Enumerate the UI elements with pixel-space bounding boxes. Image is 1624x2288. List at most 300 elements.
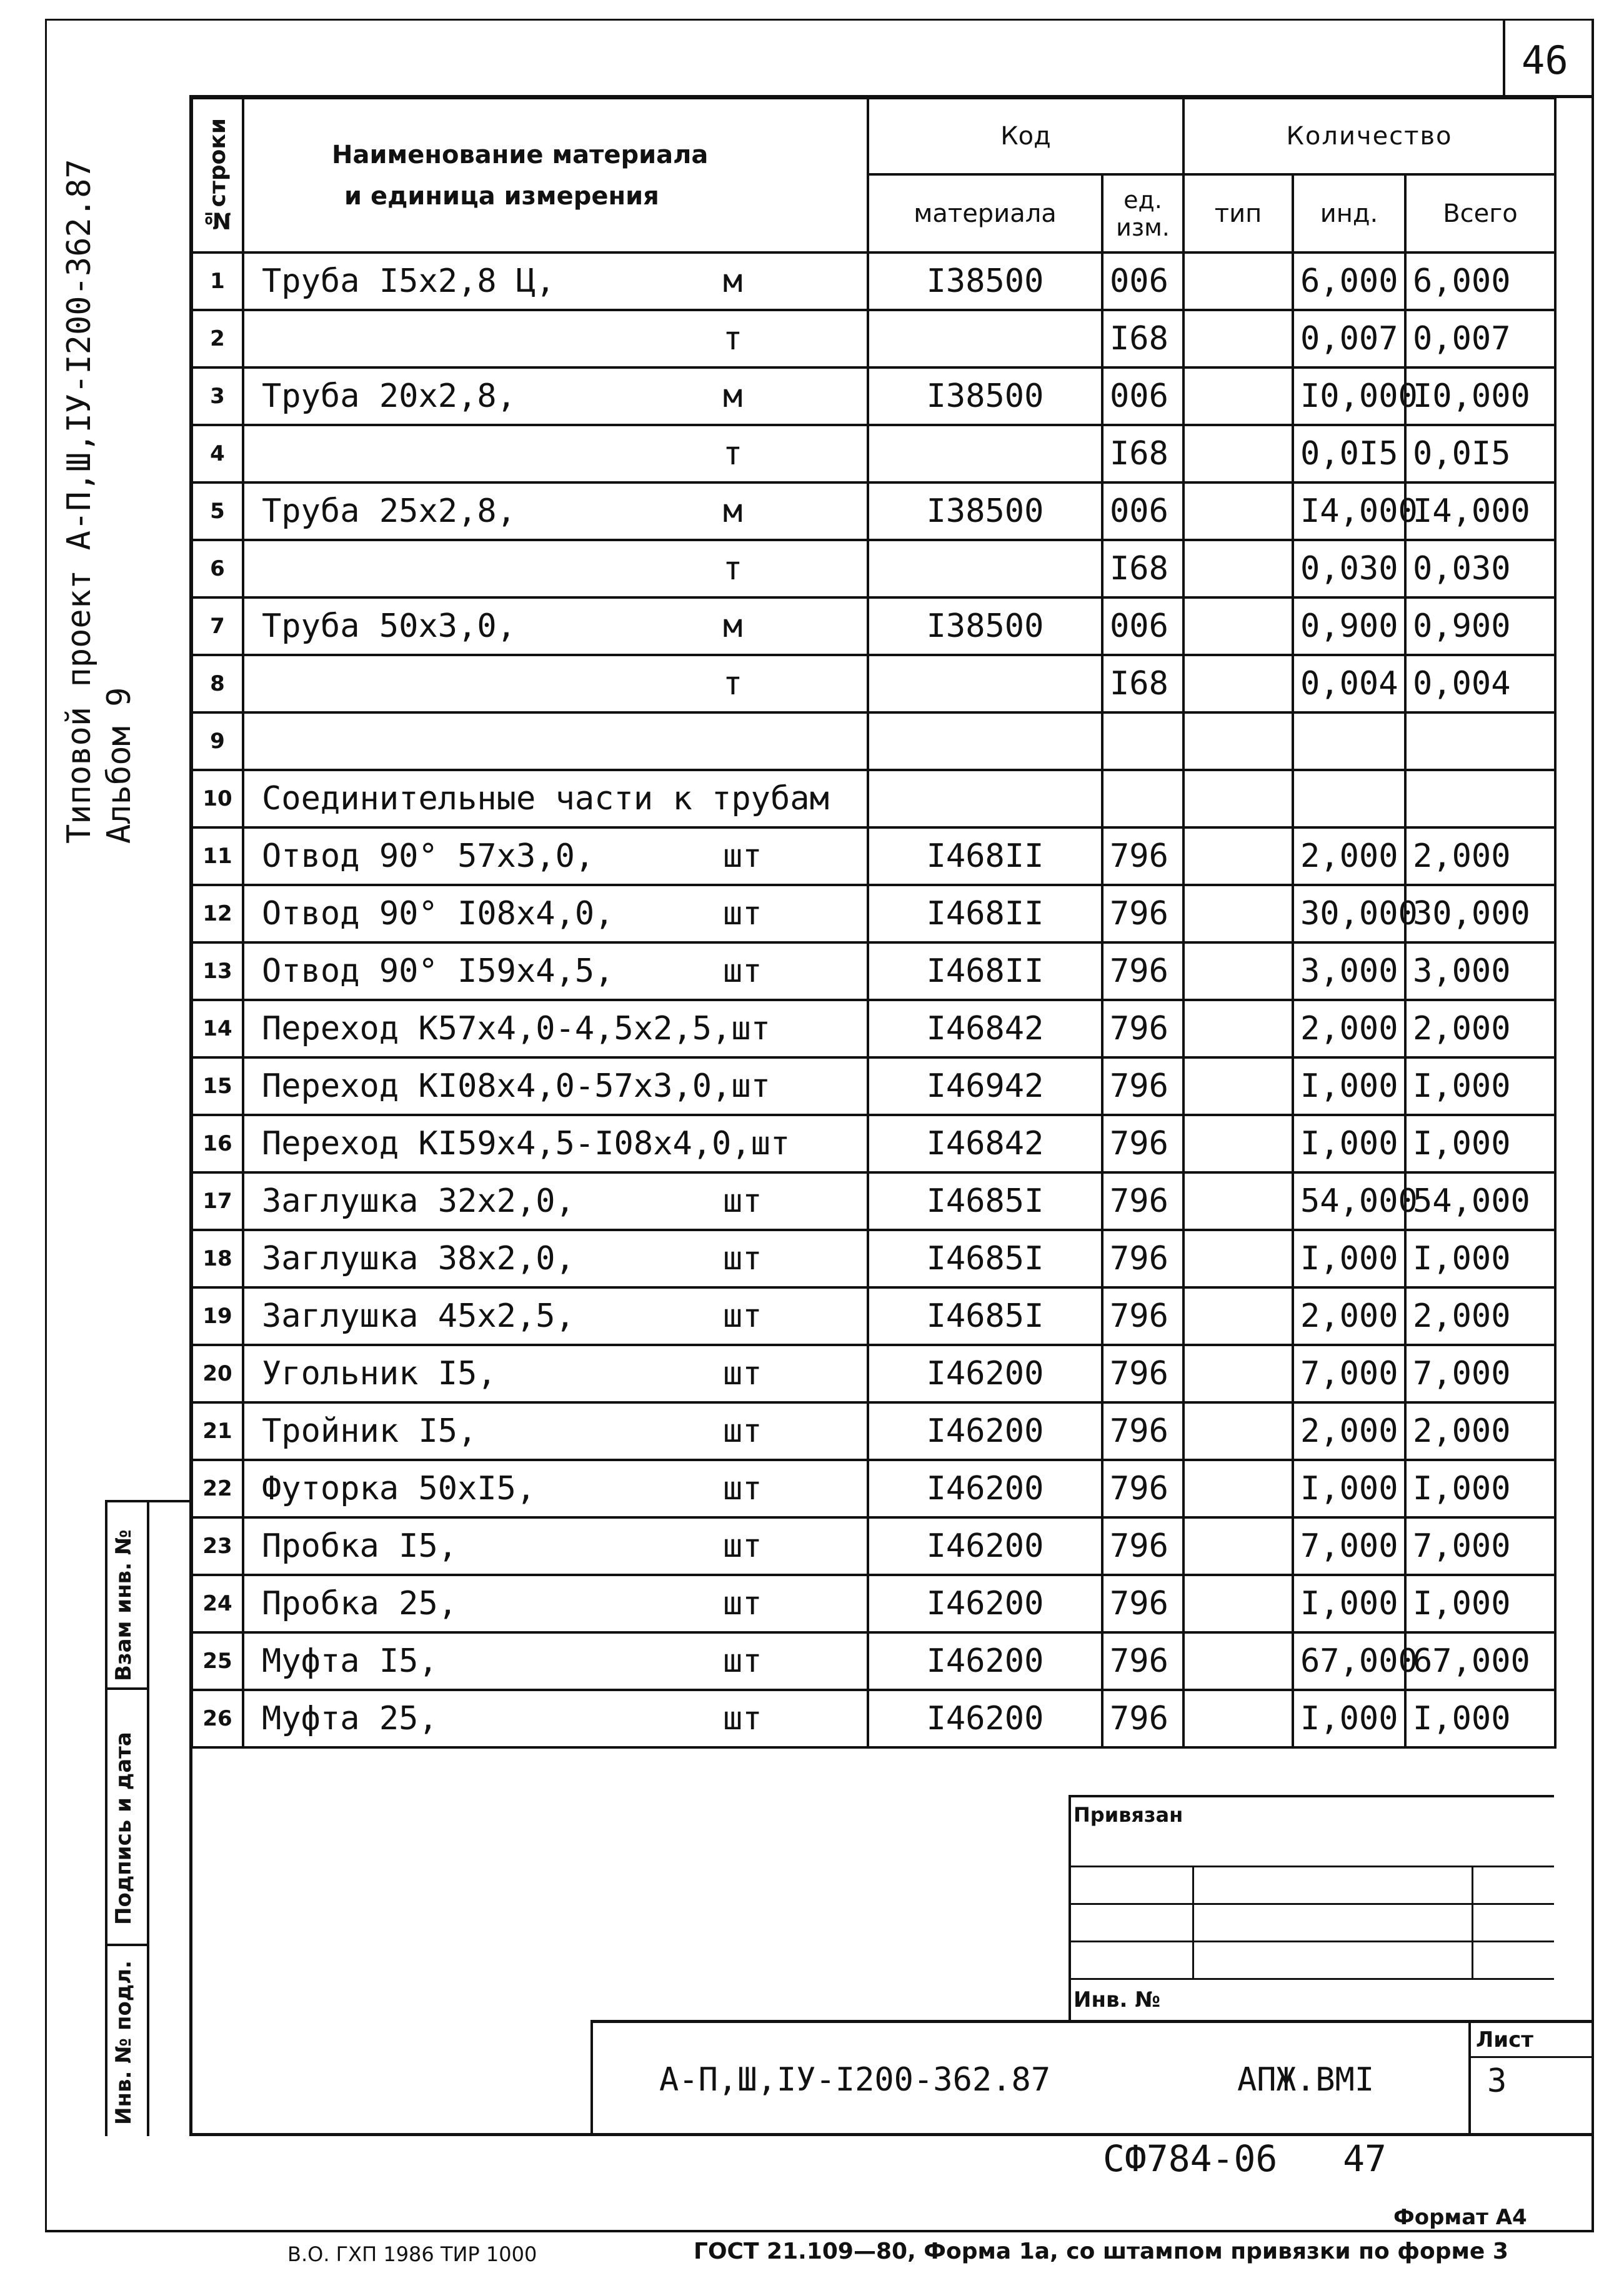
row-unit: шт [731,1067,770,1105]
table-row [192,827,1555,885]
row-name-text: Переход К57х4,0-4,5х2,5, [262,1010,732,1047]
row-unit: шт [723,1700,762,1737]
row-unit: шт [723,1642,762,1680]
row-code: I468II [868,942,1102,1000]
side-stamp-div1 [105,1687,149,1690]
row-qty-ind: I,000 [1293,1575,1405,1632]
row-number: 5 [192,482,243,540]
row-unit: т [723,435,743,472]
row-code [868,310,1102,367]
row-name [243,367,868,425]
row-name [243,1172,868,1230]
row-qty-total [1405,770,1555,827]
row-unit: шт [723,895,762,932]
row-name [243,597,868,655]
row-code: I46200 [868,1402,1102,1460]
row-code: I4685I [868,1287,1102,1345]
stamp-line-1 [1069,1866,1554,1867]
row-qty-total: 0,007 [1405,310,1555,367]
row-qty-ind: I,000 [1293,1460,1405,1517]
row-qty-total: 2,000 [1405,827,1555,885]
row-qty-total: 0,0I5 [1405,425,1555,482]
row-unit-code: 796 [1102,1632,1183,1690]
row-qty-type [1183,1000,1293,1057]
row-qty-type [1183,885,1293,942]
row-qty-ind: I,000 [1293,1230,1405,1287]
side-stamp-right [147,1500,149,2136]
stamp-list-left [1468,2020,1471,2136]
frame-bottom [45,2230,1594,2232]
row-unit-code [1102,770,1183,827]
row-qty-total: 7,000 [1405,1517,1555,1575]
stamp-doc-code: А-П,Ш,IУ-I200-362.87 [659,2061,1051,2099]
row-unit: т [723,550,743,587]
row-qty-ind: 54,000 [1293,1172,1405,1230]
row-unit-code: 006 [1102,482,1183,540]
row-qty-type [1183,942,1293,1000]
row-unit-code: I68 [1102,425,1183,482]
row-name [243,1287,868,1345]
row-qty-total: 54,000 [1405,1172,1555,1230]
row-unit-code: 796 [1102,1690,1183,1747]
row-name [243,1690,868,1747]
row-qty-type [1183,1517,1293,1575]
row-qty-ind [1293,770,1405,827]
row-unit-code: I68 [1102,540,1183,597]
row-name [243,1402,868,1460]
row-name-text: Труба 25х2,8, [262,492,516,530]
row-code: I4685I [868,1172,1102,1230]
row-unit-code: 796 [1102,1000,1183,1057]
row-unit: м [723,262,743,300]
row-code: I46200 [868,1517,1102,1575]
stamp-line-2 [1069,1903,1554,1905]
row-unit: шт [723,1182,762,1220]
row-code: I38500 [868,252,1102,310]
row-qty-ind [1293,712,1405,770]
row-unit: шт [723,1355,762,1392]
header-qty-total: Всего [1405,174,1555,252]
page-number: 46 [1522,37,1568,83]
stamp-line-4 [1069,1978,1554,1980]
table-row [192,1230,1555,1287]
row-qty-type [1183,425,1293,482]
row-qty-ind: I,000 [1293,1690,1405,1747]
table-row [192,367,1555,425]
row-name [243,1575,868,1632]
table-row [192,425,1555,482]
row-name-text: Труба I5х2,8 Ц, [262,262,555,300]
table-row [192,942,1555,1000]
row-name-text: Муфта 25, [262,1700,438,1737]
row-name [243,252,868,310]
row-qty-ind: 30,000 [1293,885,1405,942]
table-row [192,885,1555,942]
table-row [192,597,1555,655]
row-name-text: Труба 50х3,0, [262,607,516,645]
row-unit: шт [723,1240,762,1277]
row-qty-total: 67,000 [1405,1632,1555,1690]
row-unit: т [723,665,743,702]
row-unit-code: 796 [1102,885,1183,942]
row-code [868,712,1102,770]
row-qty-total: I,000 [1405,1460,1555,1517]
row-code: I38500 [868,597,1102,655]
row-number: 24 [192,1575,243,1632]
row-unit: шт [750,1125,790,1162]
row-qty-total: 6,000 [1405,252,1555,310]
table-row [192,1517,1555,1575]
stamp-title-left [590,2020,593,2136]
row-qty-type [1183,1632,1293,1690]
row-unit-code: 796 [1102,1172,1183,1230]
row-name-text: Соединительные части к трубам [262,780,829,817]
row-number: 17 [192,1172,243,1230]
row-name [243,942,868,1000]
row-number: 7 [192,597,243,655]
row-unit-code: 796 [1102,1115,1183,1172]
row-qty-total: 2,000 [1405,1287,1555,1345]
row-name [243,1115,868,1172]
row-qty-ind: 2,000 [1293,1402,1405,1460]
row-code: I46200 [868,1575,1102,1632]
row-unit-code: 796 [1102,1575,1183,1632]
materials-table [191,97,1557,1749]
stamp-privyazan-top [1069,1795,1554,1797]
row-qty-type [1183,1690,1293,1747]
table-row [192,1690,1555,1747]
row-qty-type [1183,482,1293,540]
row-qty-type [1183,1230,1293,1287]
row-number: 18 [192,1230,243,1287]
row-number: 21 [192,1402,243,1460]
row-unit: шт [723,1470,762,1507]
row-qty-ind: 0,900 [1293,597,1405,655]
table-row [192,310,1555,367]
row-name [243,1000,868,1057]
row-number: 14 [192,1000,243,1057]
row-qty-ind: 7,000 [1293,1345,1405,1402]
stamp-privyazan: Привязан [1074,1803,1183,1827]
row-unit-code: 796 [1102,1230,1183,1287]
row-qty-total: 0,004 [1405,655,1555,712]
row-name [243,540,868,597]
stamp-vert-1 [1192,1866,1194,1978]
row-qty-type [1183,1057,1293,1115]
header-row-num [192,98,243,252]
row-qty-total: 7,000 [1405,1345,1555,1402]
row-unit-code [1102,712,1183,770]
row-code: I46200 [868,1632,1102,1690]
row-name-text: Тройник I5, [262,1412,477,1450]
row-qty-total: 2,000 [1405,1000,1555,1057]
row-code: I38500 [868,482,1102,540]
row-code [868,425,1102,482]
row-code: I468II [868,827,1102,885]
row-qty-ind: 2,000 [1293,1000,1405,1057]
row-code: I4685I [868,1230,1102,1287]
stamp-privyazan-left [1069,1795,1071,2020]
table-row [192,1575,1555,1632]
header-name [243,98,868,252]
row-qty-type [1183,1345,1293,1402]
side-stamp-div2 [105,1944,149,1946]
table-row [192,1172,1555,1230]
page-number-box-left [1503,19,1505,97]
row-unit-code: 796 [1102,827,1183,885]
header-name-line1: Наименование материала [332,140,709,169]
handwritten-code: СФ784-06 47 [1103,2137,1387,2180]
row-name-text: Отвод 90° I08х4,0, [262,895,614,932]
row-qty-ind: 0,0I5 [1293,425,1405,482]
row-unit-code: 796 [1102,1517,1183,1575]
row-name [243,1230,868,1287]
header-code-material: материала [868,174,1102,252]
row-qty-type [1183,597,1293,655]
footer-left: В.О. ГХП 1986 ТИР 1000 [287,2242,537,2266]
header-qty-type: тип [1183,174,1293,252]
row-qty-total: I,000 [1405,1690,1555,1747]
table-row [192,1000,1555,1057]
row-code [868,655,1102,712]
header-code: Код [868,98,1183,174]
row-unit-code: 796 [1102,1402,1183,1460]
row-name-text: Угольник I5, [262,1355,497,1392]
row-qty-ind: 67,000 [1293,1632,1405,1690]
row-name [243,655,868,712]
row-number: 3 [192,367,243,425]
row-number: 4 [192,425,243,482]
row-number: 12 [192,885,243,942]
row-number: 9 [192,712,243,770]
header-row-num-label: №строки [204,117,231,233]
table-body [192,252,1555,1747]
stamp-line-3 [1069,1941,1554,1942]
header-qty: Количество [1183,98,1555,174]
row-unit: шт [723,1585,762,1622]
row-name [243,482,868,540]
stamp-vert-2 [1472,1866,1473,1978]
row-unit: шт [723,837,762,875]
side-stamp-inv-podl: Инв. № подл. [111,1960,136,2125]
row-number: 23 [192,1517,243,1575]
row-name [243,770,868,827]
row-name-text: Отвод 90° 57х3,0, [262,837,595,875]
header-code-unit-label: ед. изм. [1116,186,1170,241]
stamp-list-label: Лист [1476,2027,1533,2052]
row-number: 2 [192,310,243,367]
row-name [243,712,868,770]
header-code-unit [1102,174,1183,252]
row-qty-total: I,000 [1405,1575,1555,1632]
row-name-text: Труба 20х2,8, [262,377,516,415]
row-number: 13 [192,942,243,1000]
row-name [243,425,868,482]
table-row [192,712,1555,770]
table-row [192,1460,1555,1517]
row-code: I46942 [868,1057,1102,1115]
table-row [192,770,1555,827]
row-number: 19 [192,1287,243,1345]
row-unit-code: 796 [1102,1057,1183,1115]
table-row [192,655,1555,712]
row-code: I46200 [868,1345,1102,1402]
side-title [59,159,139,844]
row-number: 11 [192,827,243,885]
row-number: 26 [192,1690,243,1747]
row-code: I46200 [868,1460,1102,1517]
stamp-title-top [590,2020,1593,2023]
row-name [243,1632,868,1690]
row-qty-type [1183,770,1293,827]
row-qty-type [1183,540,1293,597]
table-row [192,1115,1555,1172]
footer-right: ГОСТ 21.109—80, Форма 1а, со штампом привязки по форме 3 [694,2239,1508,2264]
row-unit: м [723,492,743,530]
side-stamp-vzam: Взам инв. № [111,1529,136,1681]
row-unit: шт [723,1297,762,1335]
header-qty-ind: инд. [1293,174,1405,252]
row-unit: м [723,377,743,415]
row-qty-type [1183,310,1293,367]
row-qty-total: 30,000 [1405,885,1555,942]
row-unit-code: I68 [1102,655,1183,712]
row-code: I46842 [868,1115,1102,1172]
stamp-list-no: 3 [1487,2062,1507,2100]
row-name-text: Пробка I5, [262,1527,458,1565]
row-qty-type [1183,712,1293,770]
row-unit: шт [723,1527,762,1565]
row-name [243,1057,868,1115]
row-name [243,827,868,885]
side-stamp-top [105,1500,192,1502]
frame-top [45,19,1592,21]
row-name-text: Футорка 50хI5, [262,1470,536,1507]
row-qty-type [1183,1402,1293,1460]
row-qty-type [1183,1287,1293,1345]
stamp-list-divider [1468,2056,1593,2058]
row-qty-total: 0,900 [1405,597,1555,655]
row-qty-total: 3,000 [1405,942,1555,1000]
row-qty-total: I,000 [1405,1115,1555,1172]
row-qty-type [1183,1172,1293,1230]
row-name-text: Заглушка 32х2,0, [262,1182,575,1220]
row-number: 15 [192,1057,243,1115]
row-number: 10 [192,770,243,827]
row-name [243,310,868,367]
row-unit-code: 796 [1102,942,1183,1000]
row-name [243,1517,868,1575]
row-qty-ind: 0,004 [1293,655,1405,712]
table-row [192,1345,1555,1402]
row-name-text: Отвод 90° I59х4,5, [262,952,614,990]
row-name-text: Переход КI08х4,0-57х3,0, [262,1067,732,1105]
frame-right [1592,19,1594,2231]
row-unit: м [723,607,743,645]
row-qty-ind: I0,000 [1293,367,1405,425]
row-unit: шт [723,952,762,990]
row-qty-total: I4,000 [1405,482,1555,540]
table-row [192,252,1555,310]
row-name-text: Заглушка 45х2,5, [262,1297,575,1335]
row-qty-total: I0,000 [1405,367,1555,425]
row-name [243,1345,868,1402]
row-qty-ind: 7,000 [1293,1517,1405,1575]
row-qty-total [1405,712,1555,770]
row-qty-type [1183,367,1293,425]
row-qty-ind: 2,000 [1293,1287,1405,1345]
row-number: 8 [192,655,243,712]
side-title-line2: Альбом 9 [101,687,138,844]
stamp-doc-mark: АПЖ.ВМI [1237,2061,1375,2099]
row-unit-code: 006 [1102,252,1183,310]
row-name-text: Пробка 25, [262,1585,458,1622]
row-name-text: Муфта I5, [262,1642,438,1680]
row-name [243,885,868,942]
row-qty-ind: 3,000 [1293,942,1405,1000]
row-qty-type [1183,1575,1293,1632]
table-row [192,1632,1555,1690]
row-number: 6 [192,540,243,597]
row-unit-code: 796 [1102,1345,1183,1402]
inner-frame-bottom [189,2133,1592,2136]
row-unit-code: 006 [1102,597,1183,655]
row-qty-type [1183,1115,1293,1172]
row-code [868,770,1102,827]
row-number: 25 [192,1632,243,1690]
row-qty-total: I,000 [1405,1057,1555,1115]
row-qty-ind: I4,000 [1293,482,1405,540]
row-unit: т [723,320,743,357]
format-label: Формат А4 [1393,2205,1527,2230]
row-number: 16 [192,1115,243,1172]
row-name [243,1460,868,1517]
row-number: 1 [192,252,243,310]
row-unit-code: I68 [1102,310,1183,367]
row-qty-type [1183,827,1293,885]
row-name-text: Заглушка 38х2,0, [262,1240,575,1277]
row-qty-type [1183,1460,1293,1517]
row-unit-code: 796 [1102,1460,1183,1517]
row-code [868,540,1102,597]
row-code: I38500 [868,367,1102,425]
row-qty-ind: I,000 [1293,1057,1405,1115]
table-row [192,1402,1555,1460]
table-row [192,540,1555,597]
side-stamp-podpis: Подпись и дата [111,1732,136,1925]
row-qty-ind: 6,000 [1293,252,1405,310]
row-unit-code: 006 [1102,367,1183,425]
row-qty-ind: 2,000 [1293,827,1405,885]
row-name-text: Переход КI59х4,5-I08х4,0, [262,1125,751,1162]
row-qty-ind: I,000 [1293,1115,1405,1172]
row-qty-type [1183,252,1293,310]
row-qty-total: 2,000 [1405,1402,1555,1460]
table-row [192,1057,1555,1115]
row-qty-total: I,000 [1405,1230,1555,1287]
row-number: 20 [192,1345,243,1402]
row-code: I46200 [868,1690,1102,1747]
row-qty-total: 0,030 [1405,540,1555,597]
row-qty-ind: 0,030 [1293,540,1405,597]
table-row [192,482,1555,540]
header-name-line2: и единица измерения [344,181,659,211]
stamp-inv-no: Инв. № [1074,1987,1161,2012]
row-unit-code: 796 [1102,1287,1183,1345]
row-code: I46842 [868,1000,1102,1057]
row-number: 22 [192,1460,243,1517]
table-row [192,1287,1555,1345]
